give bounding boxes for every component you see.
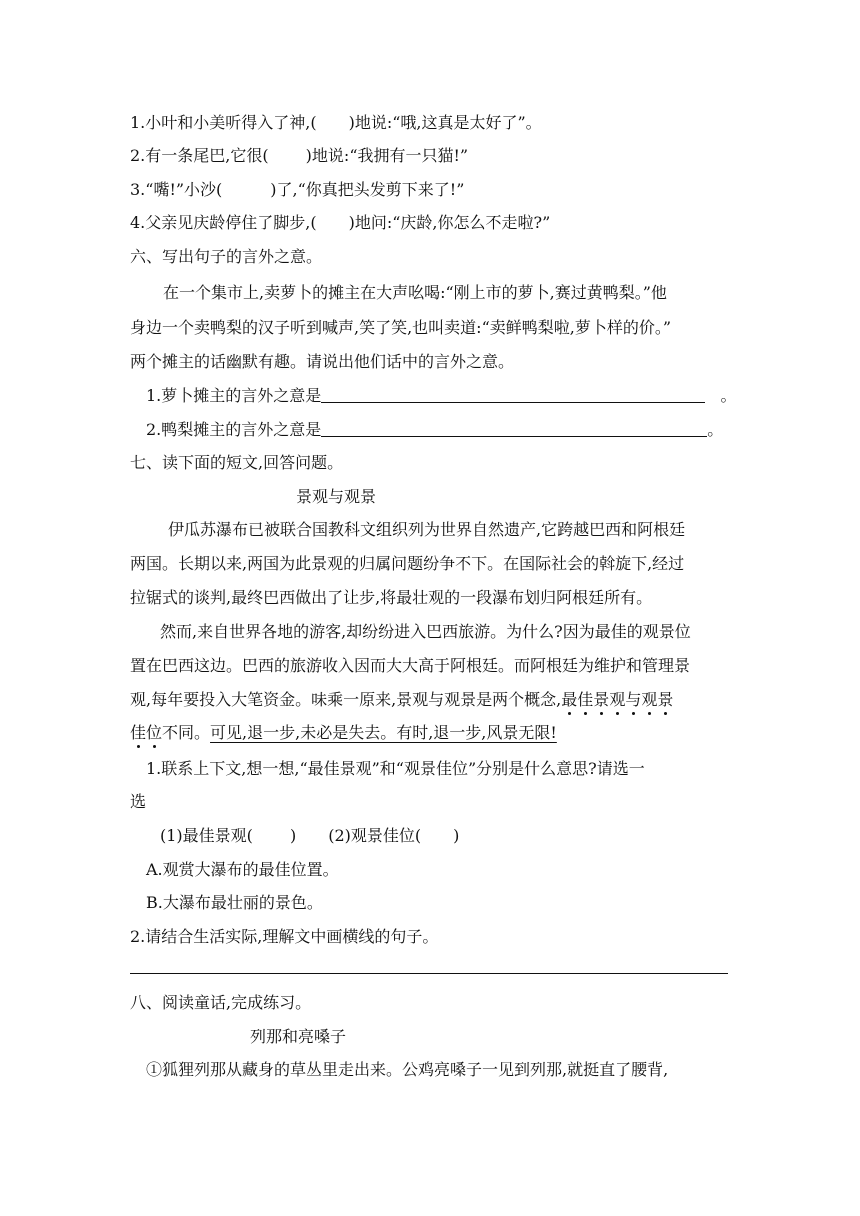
s6-para-line-3: 两个摊主的话幽默有趣。请说出他们话中的言外之意。: [130, 352, 515, 371]
s7-p2-line-4: [130, 723, 557, 743]
dotted-phrase-end: [130, 723, 162, 742]
underlined-sentence: 可见,退一步,未必是失去。有时,退一步,风景无限!: [210, 723, 557, 742]
s8-passage-title: 列那和亮嗓子: [250, 1027, 347, 1046]
dotted-char: 最: [561, 690, 578, 709]
dotted-char: 佳: [130, 723, 147, 742]
s6-q1-text: 1.萝卜摊主的言外之意是: [146, 386, 322, 405]
s7-p2-line-3-text: 观,每年要投入大笔资金。味乘一原来,景观与观景是两个概念,: [130, 690, 562, 709]
s7-p1-line-2: 两国。长期以来,两国为此景观的归属问题纷争不下。在国际社会的斡旋下,经过: [130, 554, 685, 573]
section7-heading: 七、读下面的短文,回答问题。: [130, 453, 344, 472]
s7-p2-line-4-mid: 不同。: [162, 723, 211, 742]
s5-item-4: 4.父亲见庆龄停住了脚步,( )地问:“庆龄,你怎么不走啦?”: [130, 213, 551, 232]
dotted-char: 观: [641, 690, 658, 709]
s7-q1-line-2: 选: [130, 792, 147, 811]
s6-question-2: [146, 420, 723, 440]
s5-item-1: 1.小叶和小美听得入了神,( )地说:“哦,这真是太好了”。: [130, 113, 542, 132]
s7-p1-line-3: 拉锯式的谈判,最终巴西做出了让步,将最壮观的一段瀑布划归阿根廷所有。: [130, 588, 653, 607]
s7-option-a: A.观赏大瀑布的最佳位置。: [146, 860, 339, 879]
s6-para-line-1: 在一个集市上,卖萝卜的摊主在大声吆喝:“刚上市的萝卜,赛过黄鸭梨。”他: [163, 283, 667, 302]
dotted-char: 景: [657, 690, 674, 709]
s7-p2-line-2: 置在巴西这边。巴西的旅游收入因而大大高于阿根廷。而阿根廷为维护和管理景: [130, 656, 691, 675]
s7-p2-line-3: [130, 690, 673, 710]
dotted-char: 与: [625, 690, 642, 709]
section6-heading: 六、写出句子的言外之意。: [130, 247, 323, 266]
s7-passage-title: 景观与观景: [296, 487, 377, 506]
section8-heading: 八、阅读童话,完成练习。: [130, 993, 312, 1012]
s8-p1-line-1: ①狐狸列那从藏身的草丛里走出来。公鸡亮嗓子一见到列那,就挺直了腰背,: [146, 1060, 669, 1079]
s7-option-b: B.大瀑布最壮丽的景色。: [146, 893, 323, 912]
s7-p1-line-1: 伊瓜苏瀑布已被联合国教科文组织列为世界自然遗产,它跨越巴西和阿根廷: [168, 520, 686, 539]
s7-p2-line-1: 然而,来自世界各地的游客,却纷纷进入巴西旅游。为什么?因为最佳的观景位: [160, 622, 691, 641]
s7-q1-blanks[interactable]: (1)最佳景观( ) (2)观景佳位( ): [160, 826, 460, 845]
s6-q2-answer-line[interactable]: [321, 420, 707, 437]
dotted-char: 位: [146, 723, 163, 742]
s7-q1-line-1: 1.联系上下文,想一想,“最佳景观”和“观景佳位”分别是什么意思?请选一: [146, 759, 645, 778]
s6-q2-text: 2.鸭梨摊主的言外之意是: [146, 420, 322, 439]
s6-q1-end: 。: [720, 386, 737, 405]
s7-question-2: 2.请结合生活实际,理解文中画横线的句子。: [130, 927, 439, 946]
dotted-char: 景: [593, 690, 610, 709]
s6-para-line-2: 身边一个卖鸭梨的汉子听到喊声,笑了笑,也叫卖道:“卖鲜鸭梨啦,萝卜样的价。”: [130, 318, 672, 337]
dotted-char: 观: [609, 690, 626, 709]
s6-q1-answer-line[interactable]: [321, 386, 705, 403]
s7-q2-answer-line[interactable]: [130, 973, 728, 974]
s6-q2-end: 。: [707, 420, 724, 439]
s6-question-1: [146, 386, 737, 406]
s5-item-3: 3.“嘴!”小沙( )了,“你真把头发剪下来了!”: [130, 180, 465, 199]
dotted-char: 佳: [577, 690, 594, 709]
dotted-phrase: [561, 690, 673, 709]
s5-item-2: 2.有一条尾巴,它很( )地说:“我拥有一只猫!”: [130, 146, 469, 165]
